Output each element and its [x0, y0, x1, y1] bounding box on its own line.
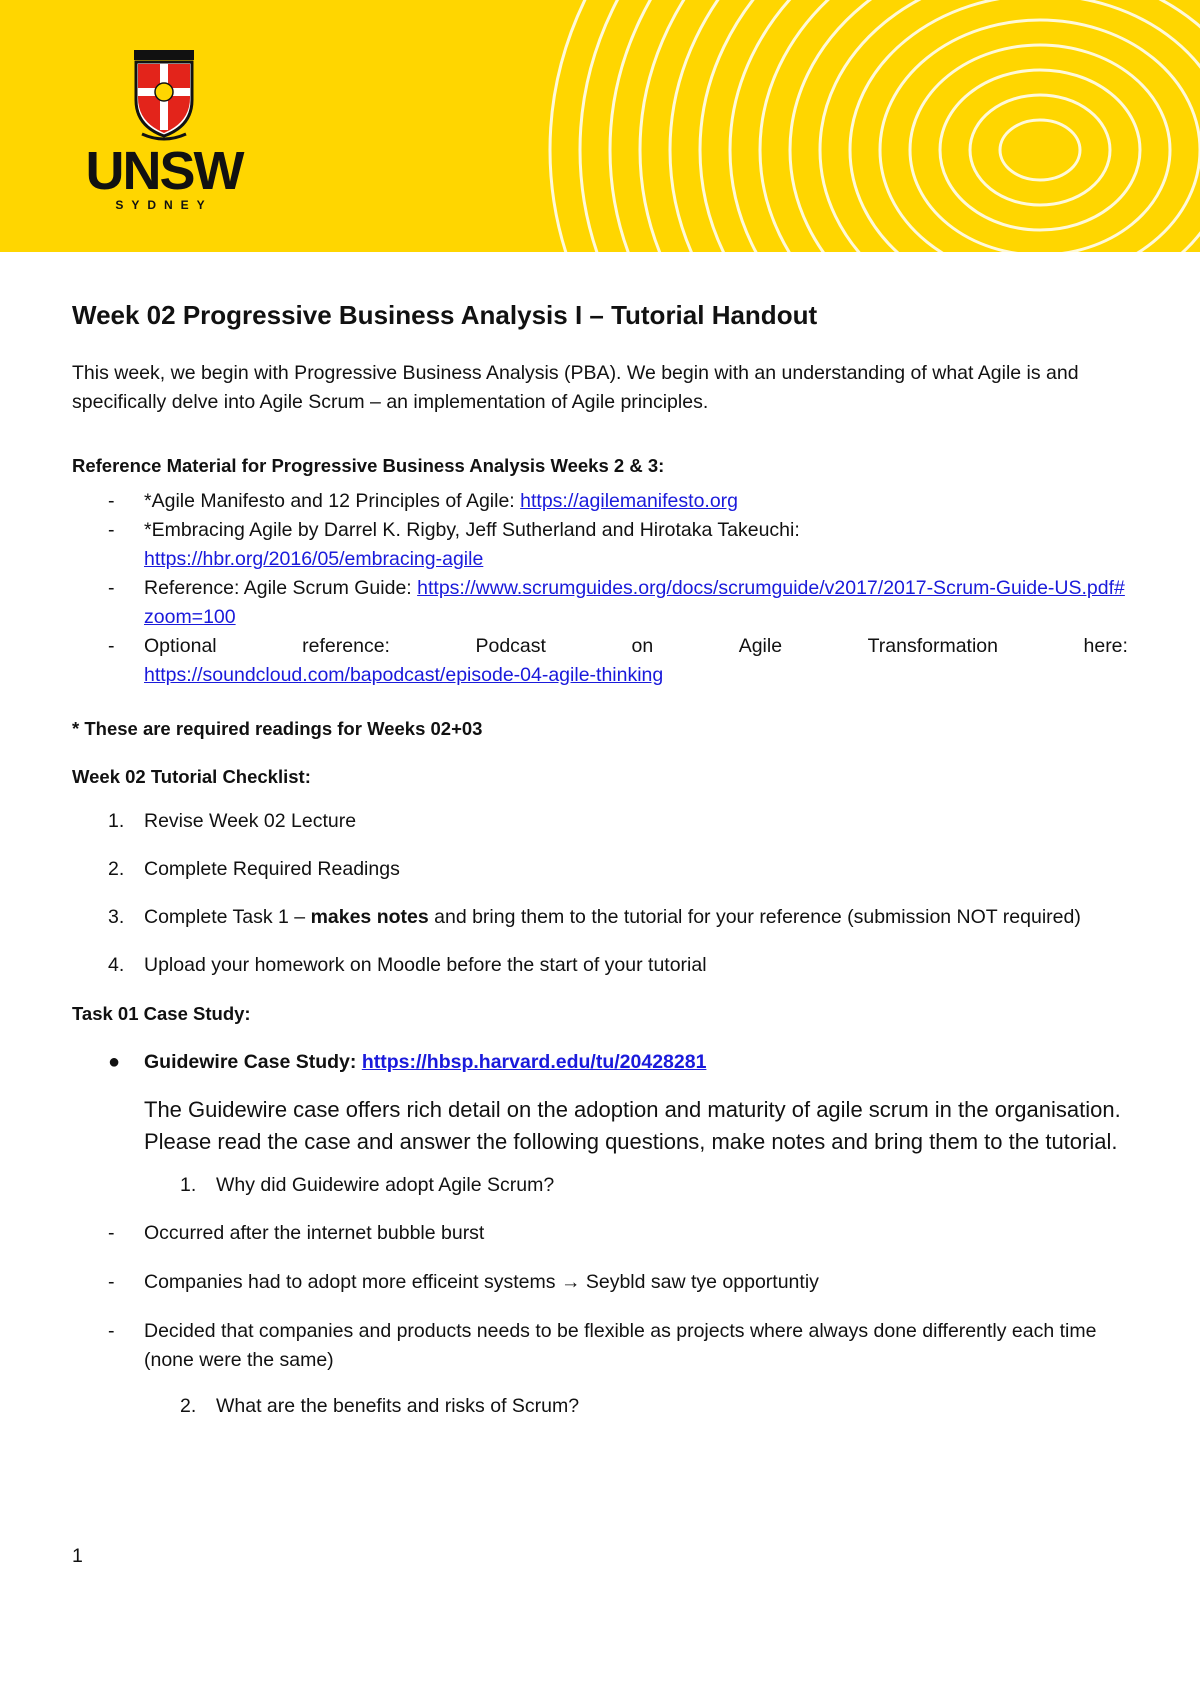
list-item: - Occurred after the internet bubble burst: [108, 1222, 485, 1244]
page-title: Week 02 Progressive Business Analysis I – Tutorial Handout: [72, 300, 818, 330]
reference-text: *Embracing Agile by Darrel K. Rigby, Jeff Sutherland and Hirotaka Takeuchi:: [144, 519, 800, 541]
intro-paragraph: This week, we begin with Progressive Business Analysis (PBA). We begin with an understanding of what Agile is and specifically delve into Agile Scrum – an implementation of Agile principles.: [72, 362, 1079, 413]
list-item: - *Agile Manifesto and 12 Principles of Agile: https://agilemanifesto.org: [108, 490, 739, 512]
references-heading: Reference Material for Progressive Business Analysis Weeks 2 & 3:: [72, 455, 665, 476]
checklist-heading: Week 02 Tutorial Checklist:: [72, 766, 311, 787]
references-list: [72, 487, 1128, 690]
answer-list: [72, 1219, 1128, 1375]
list-item: - Decided that companies and products needs to be flexible as projects where always done differently each time (none were the same): [108, 1320, 1097, 1371]
task-heading: Task 01 Case Study:: [72, 1003, 251, 1024]
list-item: - Reference: Agile Scrum Guide: https://www.scrumguides.org/docs/scrumguide/v2017/2017-Scrum-Guide-US.pdf#zoom=100: [108, 577, 1125, 628]
reference-text: Optional reference: Podcast on Agile Transformation here:: [144, 635, 1128, 657]
checklist: [72, 808, 1128, 979]
case-study: [72, 1051, 1128, 1158]
reference-text: Reference: Agile Scrum Guide:: [144, 577, 418, 599]
case-link[interactable]: https://hbsp.harvard.edu/tu/20428281: [361, 1051, 707, 1073]
list-item: 4. Upload your homework on Moodle before the start of your tutorial: [108, 954, 707, 976]
reference-link[interactable]: https://soundcloud.com/bapodcast/episode-04-agile-thinking: [144, 664, 664, 686]
logo-wordmark: UNSW: [85, 141, 243, 201]
question-1: 1. Why did Guidewire adopt Agile Scrum?: [180, 1174, 555, 1196]
reference-text: *Agile Manifesto and 12 Principles of Agile:: [144, 490, 521, 512]
bullet-icon: ●: [108, 1051, 121, 1073]
list-item: 1. Revise Week 02 Lecture: [108, 810, 357, 832]
page-number: 1: [72, 1545, 83, 1567]
question-2: 2. What are the benefits and risks of Scrum?: [180, 1395, 580, 1417]
arrow-right-icon: →: [560, 1271, 581, 1293]
list-item: 3. Complete Task 1 – makes notes and bring them to the tutorial for your reference (submission NOT required): [108, 906, 1081, 928]
reference-link[interactable]: https://hbr.org/2016/05/embracing-agile: [144, 548, 484, 570]
case-label: Guidewire Case Study:: [144, 1051, 362, 1073]
unsw-crest-icon: [130, 48, 198, 144]
list-item: - Companies had to adopt more efficeint systems → Seybld saw tye opportuntiy: [108, 1271, 819, 1293]
case-description: The Guidewire case offers rich detail on the adoption and maturity of agile scrum in the organisation. Please read the case and answer the following questions, make notes and bring them to the tutorial.: [144, 1097, 1121, 1154]
reference-link[interactable]: https://agilemanifesto.org: [520, 490, 739, 512]
list-item: 2. Complete Required Readings: [108, 858, 400, 880]
header-banner: [0, 0, 1200, 252]
logo-subtitle: SYDNEY: [115, 198, 213, 212]
list-item: - Optional reference: Podcast on Agile Transformation here: https://soundcloud.com/bapodcast/episode-04-agile-thinking: [72, 632, 1128, 690]
reference-link[interactable]: https://www.scrumguides.org/docs/scrumguide/v2017/2017-Scrum-Guide-US.pdf#zoom=100: [144, 577, 1125, 628]
required-note: * These are required readings for Weeks 02+03: [72, 718, 483, 739]
document-body: [72, 300, 1128, 1418]
list-item: - *Embracing Agile by Darrel K. Rigby, Jeff Sutherland and Hirotaka Takeuchi: https://hbr.org/2016/05/embracing-agile: [108, 519, 800, 570]
